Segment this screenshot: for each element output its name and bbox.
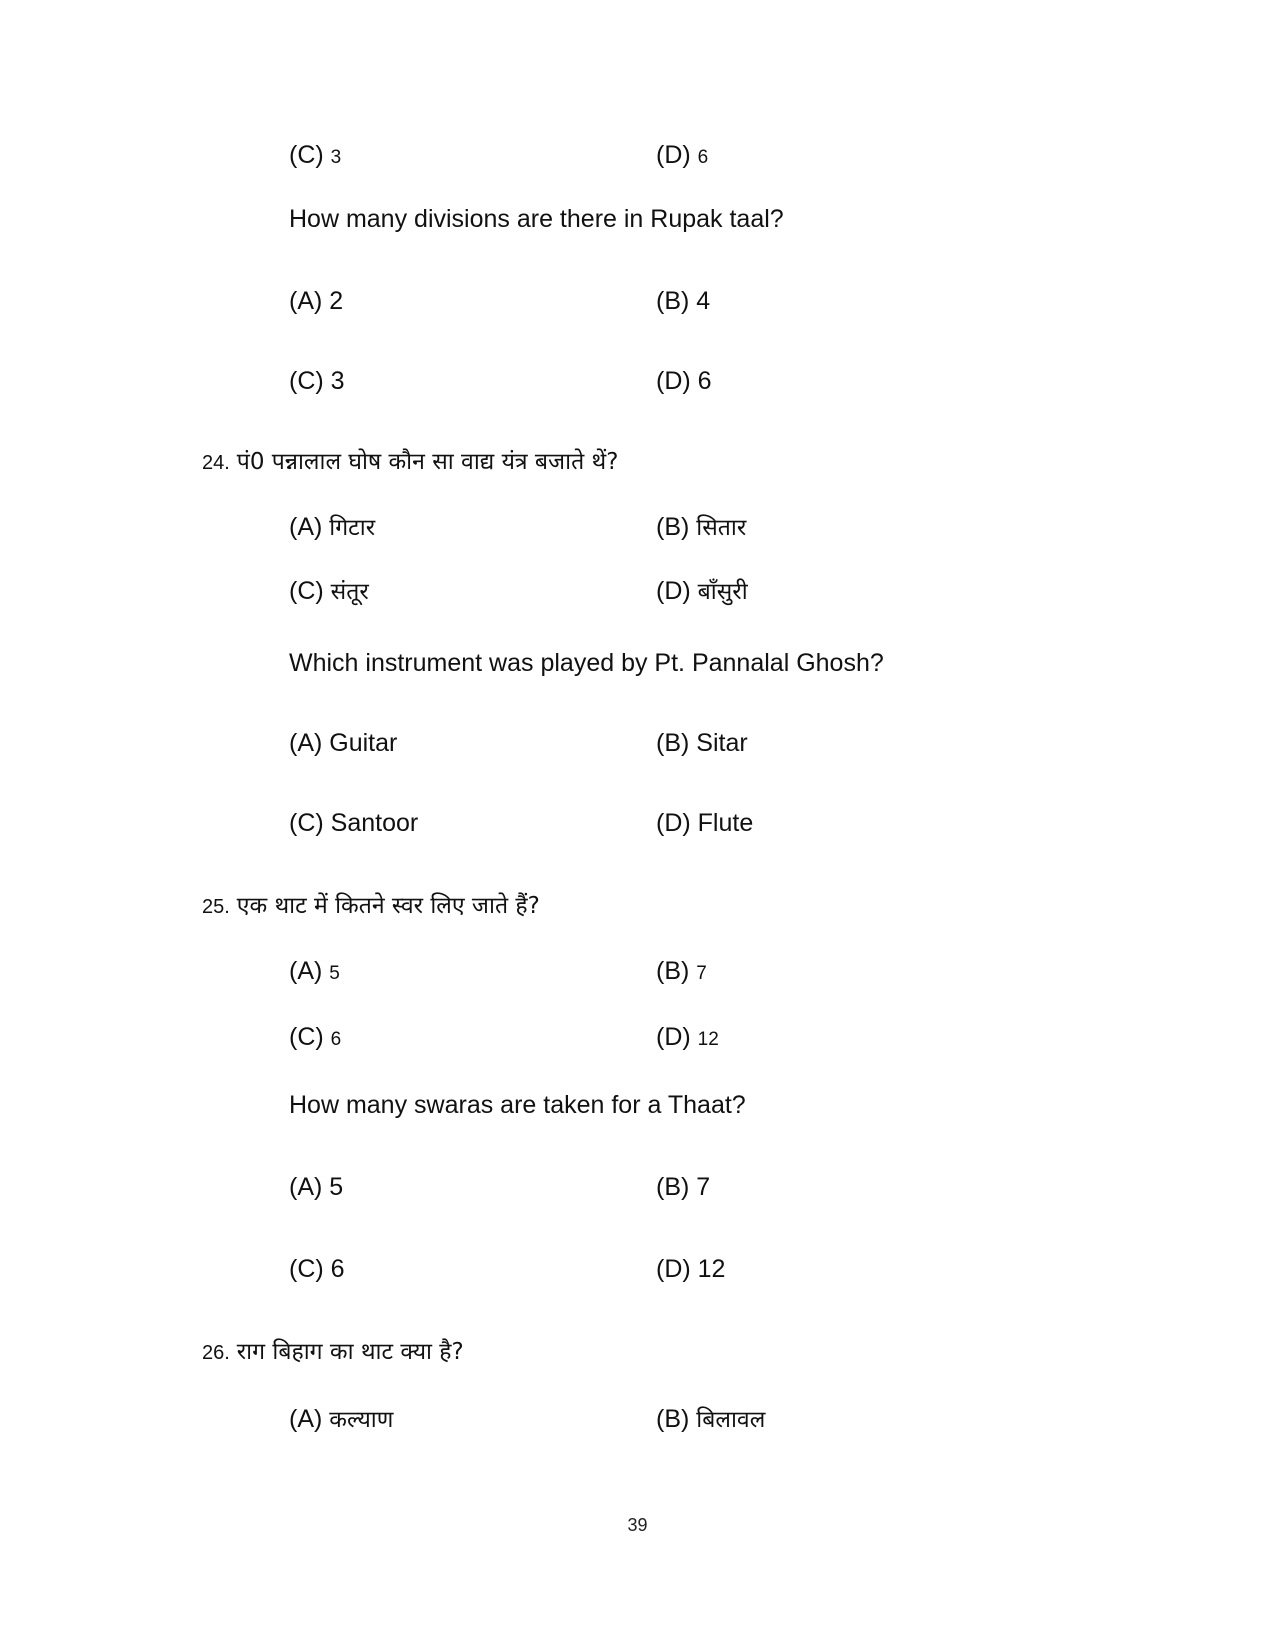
option-value: गिटार: [329, 515, 376, 541]
q25-hindi-option-a: [289, 956, 340, 989]
q25-hindi-option-d: [656, 1022, 719, 1055]
q26-hindi-question: [202, 1336, 464, 1368]
question-number: 26.: [202, 1342, 230, 1364]
option-label: (C): [289, 141, 324, 169]
q25-option-d: (D) 12: [656, 1255, 726, 1283]
q25-option-b: (B) 7: [656, 1173, 711, 1201]
q24-hindi-option-b: [656, 512, 746, 543]
question-text: राग बिहाग का थाट क्या है?: [236, 1339, 464, 1365]
q25-hindi-question: [202, 890, 540, 922]
q26-hindi-option-a: [289, 1404, 393, 1435]
q23-option-b: (B) 4: [656, 287, 711, 315]
q25-option-c: (C) 6: [289, 1255, 345, 1283]
option-label: (B): [656, 957, 690, 985]
option-value: 6: [697, 147, 709, 168]
question-text: पं0 पन्नालाल घोष कौन सा वाद्य यंत्र बजाते थें?: [236, 449, 619, 475]
question-number: 25.: [202, 896, 230, 918]
option-label: (D): [656, 577, 691, 605]
option-label: (D): [656, 141, 691, 169]
option-label: (C): [289, 577, 324, 605]
option-label: (B): [656, 513, 690, 541]
q23-english-question: How many divisions are there in Rupak taal?: [289, 205, 784, 233]
option-label: (A): [289, 957, 323, 985]
q24-english-question: Which instrument was played by Pt. Pannalal Ghosh?: [289, 649, 884, 677]
option-label: (D): [656, 1023, 691, 1051]
option-value: 6: [330, 1029, 342, 1050]
q24-option-b: (B) Sitar: [656, 729, 748, 757]
option-label: (A): [289, 1405, 323, 1433]
q23-option-d: (D) 6: [656, 367, 712, 395]
q24-hindi-option-c: [289, 576, 369, 607]
option-value: 3: [330, 147, 342, 168]
option-label: (C): [289, 1023, 324, 1051]
option-c-top: [289, 140, 341, 173]
option-value: 12: [697, 1029, 719, 1050]
option-d-top: [656, 140, 708, 173]
option-label: (A): [289, 513, 323, 541]
q24-option-c: (C) Santoor: [289, 809, 419, 837]
q25-hindi-option-b: [656, 956, 707, 989]
q24-option-d: (D) Flute: [656, 809, 754, 837]
q25-option-a: (A) 5: [289, 1173, 344, 1201]
option-value: सितार: [696, 515, 747, 541]
q25-english-question: How many swaras are taken for a Thaat?: [289, 1091, 746, 1119]
q24-option-a: (A) Guitar: [289, 729, 398, 757]
option-value: बाँसुरी: [697, 579, 748, 605]
q24-hindi-question: [202, 446, 618, 478]
q25-hindi-option-c: [289, 1022, 341, 1055]
option-label: (B): [656, 1405, 690, 1433]
option-value: 7: [696, 963, 707, 984]
option-value: बिलावल: [696, 1407, 766, 1433]
option-value: संतूर: [330, 579, 369, 605]
option-value: 5: [329, 963, 340, 984]
q23-option-c: (C) 3: [289, 367, 345, 395]
q24-hindi-option-a: [289, 512, 375, 543]
q24-hindi-option-d: [656, 576, 748, 607]
q23-option-a: (A) 2: [289, 287, 344, 315]
option-value: कल्याण: [329, 1407, 394, 1433]
q26-hindi-option-b: [656, 1404, 765, 1435]
question-text: एक थाट में कितने स्वर लिए जाते हैं?: [236, 893, 540, 919]
question-number: 24.: [202, 452, 230, 474]
page-number: 39: [627, 1515, 648, 1535]
